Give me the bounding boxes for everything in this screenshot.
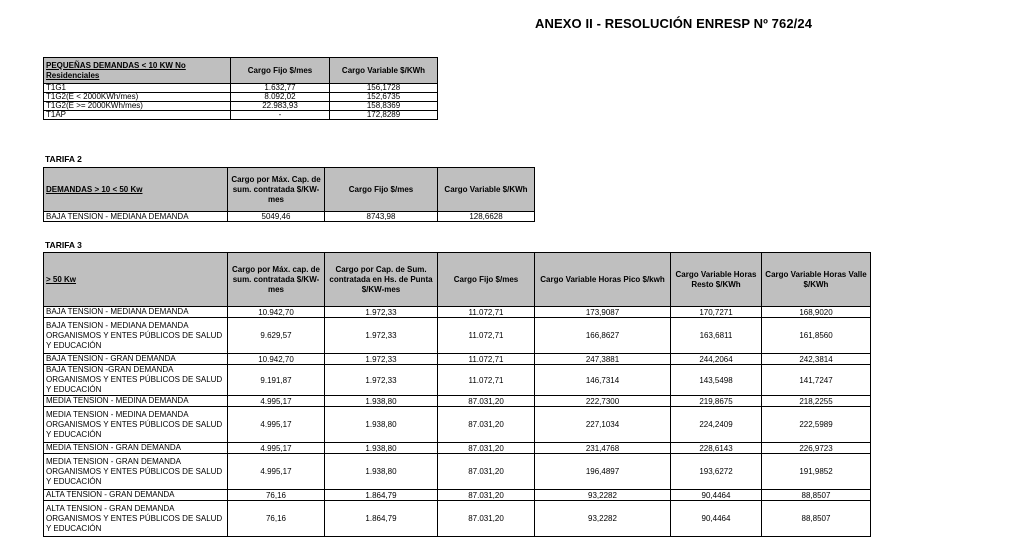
capacity-charge: 76,16 — [228, 501, 325, 537]
row-category: BAJA TENSION - GRAN DEMANDA — [44, 354, 228, 365]
table1-header-category: PEQUEÑAS DEMANDAS < 10 KW No Residenciales — [44, 58, 231, 84]
table-row — [44, 490, 871, 501]
fixed-charge: 87.031,20 — [438, 407, 535, 443]
table-row — [44, 354, 871, 365]
tarifa2-header-fixed: Cargo Fijo $/mes — [325, 168, 438, 212]
peak-capacity-charge: 1.938,80 — [325, 407, 438, 443]
valley-variable-charge: 218,2255 — [762, 396, 871, 407]
table1-header-variable: Cargo Variable $/KWh — [330, 58, 438, 84]
fixed-charge: 8743,98 — [325, 212, 438, 222]
table-row — [44, 454, 871, 490]
row-category: ALTA TENSION - GRAN DEMANDA — [44, 490, 228, 501]
fixed-charge: 1.632,77 — [231, 84, 330, 93]
tarifa2-label: TARIFA 2 — [45, 154, 82, 164]
rest-variable-charge: 143,5498 — [671, 365, 762, 396]
fixed-charge: 87.031,20 — [438, 490, 535, 501]
peak-variable-charge: 196,4897 — [535, 454, 671, 490]
table1-header-fixed: Cargo Fijo $/mes — [231, 58, 330, 84]
tarifa3-label: TARIFA 3 — [45, 240, 82, 250]
fixed-charge: 22.983,93 — [231, 102, 330, 111]
row-category: BAJA TENSION - MEDIANA DEMANDA — [44, 307, 228, 318]
peak-variable-charge: 173,9087 — [535, 307, 671, 318]
small-demand-table — [43, 57, 438, 120]
peak-capacity-charge: 1.938,80 — [325, 454, 438, 490]
table-row — [44, 318, 871, 354]
tarifa3-header-rest: Cargo Variable Horas Resto $/KWh — [671, 253, 762, 307]
tarifa3-header-peak: Cargo Variable Horas Pico $/kwh — [535, 253, 671, 307]
variable-charge: 152,6735 — [330, 93, 438, 102]
fixed-charge: 11.072,71 — [438, 365, 535, 396]
fixed-charge: 11.072,71 — [438, 318, 535, 354]
fixed-charge: 8.092,02 — [231, 93, 330, 102]
peak-variable-charge: 247,3881 — [535, 354, 671, 365]
peak-variable-charge: 146,7314 — [535, 365, 671, 396]
valley-variable-charge: 161,8560 — [762, 318, 871, 354]
capacity-charge: 10.942,70 — [228, 354, 325, 365]
row-category: MEDIA TENSION - MEDINA DEMANDA ORGANISMOS Y ENTES PÚBLICOS DE SALUD Y EDUCACIÓN — [44, 407, 228, 443]
peak-capacity-charge: 1.864,79 — [325, 490, 438, 501]
row-category: BAJA TENSION -GRAN DEMANDA ORGANISMOS Y ENTES PÚBLICOS DE SALUD Y EDUCACIÓN — [44, 365, 228, 396]
peak-capacity-charge: 1.972,33 — [325, 354, 438, 365]
rest-variable-charge: 163,6811 — [671, 318, 762, 354]
fixed-charge: - — [231, 111, 330, 120]
variable-charge: 128,6628 — [438, 212, 535, 222]
peak-variable-charge: 227,1034 — [535, 407, 671, 443]
fixed-charge: 87.031,20 — [438, 443, 535, 454]
row-category: BAJA TENSION - MEDIANA DEMANDA — [44, 212, 228, 222]
row-category: T1G2(E >= 2000KWh/mes) — [44, 102, 231, 111]
capacity-charge: 4.995,17 — [228, 443, 325, 454]
tarifa3-header-capacity: Cargo por Máx. cap. de sum. contratada $/KW-mes — [228, 253, 325, 307]
tarifa2-table — [43, 167, 535, 222]
tarifa3-table — [43, 252, 871, 537]
variable-charge: 158,8369 — [330, 102, 438, 111]
peak-variable-charge: 93,2282 — [535, 490, 671, 501]
peak-capacity-charge: 1.972,33 — [325, 365, 438, 396]
peak-variable-charge: 93,2282 — [535, 501, 671, 537]
table-row — [44, 102, 438, 111]
row-category: MEDIA TENSION - GRAN DEMANDA — [44, 443, 228, 454]
table-row — [44, 396, 871, 407]
table-row — [44, 407, 871, 443]
row-category: ALTA TENSION - GRAN DEMANDA ORGANISMOS Y ENTES PÚBLICOS DE SALUD Y EDUCACIÓN — [44, 501, 228, 537]
row-category: T1G1 — [44, 84, 231, 93]
table-row — [44, 111, 438, 120]
rest-variable-charge: 219,8675 — [671, 396, 762, 407]
capacity-charge: 4.995,17 — [228, 454, 325, 490]
row-category: MEDIA TENSION - MEDINA DEMANDA — [44, 396, 228, 407]
peak-variable-charge: 231,4768 — [535, 443, 671, 454]
document-title: ANEXO II - RESOLUCIÓN ENRESP Nº 762/24 — [535, 16, 813, 31]
peak-variable-charge: 222,7300 — [535, 396, 671, 407]
table-row — [44, 501, 871, 537]
tarifa2-header-variable: Cargo Variable $/KWh — [438, 168, 535, 212]
peak-variable-charge: 166,8627 — [535, 318, 671, 354]
valley-variable-charge: 242,3814 — [762, 354, 871, 365]
peak-capacity-charge: 1.938,80 — [325, 443, 438, 454]
table-row — [44, 365, 871, 396]
valley-variable-charge: 222,5989 — [762, 407, 871, 443]
peak-capacity-charge: 1.972,33 — [325, 307, 438, 318]
rest-variable-charge: 90,4464 — [671, 501, 762, 537]
capacity-charge: 4.995,17 — [228, 396, 325, 407]
row-category: T1AP — [44, 111, 231, 120]
peak-capacity-charge: 1.864,79 — [325, 501, 438, 537]
table-row — [44, 93, 438, 102]
rest-variable-charge: 90,4464 — [671, 490, 762, 501]
valley-variable-charge: 226,9723 — [762, 443, 871, 454]
tarifa3-header-category: > 50 Kw — [44, 253, 228, 307]
table-row — [44, 212, 535, 222]
table-row — [44, 307, 871, 318]
valley-variable-charge: 168,9020 — [762, 307, 871, 318]
peak-capacity-charge: 1.972,33 — [325, 318, 438, 354]
tarifa3-header-fixed: Cargo Fijo $/mes — [438, 253, 535, 307]
tarifa3-header-peak-capacity: Cargo por Cap. de Sum. contratada en Hs. de Punta $/KW-mes — [325, 253, 438, 307]
capacity-charge: 9.629,57 — [228, 318, 325, 354]
capacity-charge: 9.191,87 — [228, 365, 325, 396]
tarifa2-header-category: DEMANDAS > 10 < 50 Kw — [44, 168, 228, 212]
capacity-charge: 5049,46 — [228, 212, 325, 222]
capacity-charge: 76,16 — [228, 490, 325, 501]
valley-variable-charge: 141,7247 — [762, 365, 871, 396]
capacity-charge: 10.942,70 — [228, 307, 325, 318]
fixed-charge: 87.031,20 — [438, 396, 535, 407]
fixed-charge: 11.072,71 — [438, 354, 535, 365]
valley-variable-charge: 191,9852 — [762, 454, 871, 490]
capacity-charge: 4.995,17 — [228, 407, 325, 443]
row-category: MEDIA TENSION - GRAN DEMANDA ORGANISMOS Y ENTES PÚBLICOS DE SALUD Y EDUCACIÓN — [44, 454, 228, 490]
rest-variable-charge: 170,7271 — [671, 307, 762, 318]
fixed-charge: 87.031,20 — [438, 501, 535, 537]
row-category: T1G2(E < 2000KWh/mes) — [44, 93, 231, 102]
peak-capacity-charge: 1.938,80 — [325, 396, 438, 407]
variable-charge: 156,1728 — [330, 84, 438, 93]
row-category: BAJA TENSION - MEDIANA DEMANDA ORGANISMOS Y ENTES PÚBLICOS DE SALUD Y EDUCACIÓN — [44, 318, 228, 354]
tarifa3-header-valley: Cargo Variable Horas Valle $/KWh — [762, 253, 871, 307]
rest-variable-charge: 244,2064 — [671, 354, 762, 365]
fixed-charge: 11.072,71 — [438, 307, 535, 318]
valley-variable-charge: 88,8507 — [762, 490, 871, 501]
tarifa2-header-capacity: Cargo por Máx. Cap. de sum. contratada $/KW-mes — [228, 168, 325, 212]
valley-variable-charge: 88,8507 — [762, 501, 871, 537]
variable-charge: 172,8289 — [330, 111, 438, 120]
rest-variable-charge: 228,6143 — [671, 443, 762, 454]
rest-variable-charge: 193,6272 — [671, 454, 762, 490]
table-row — [44, 84, 438, 93]
rest-variable-charge: 224,2409 — [671, 407, 762, 443]
fixed-charge: 87.031,20 — [438, 454, 535, 490]
table-row — [44, 443, 871, 454]
